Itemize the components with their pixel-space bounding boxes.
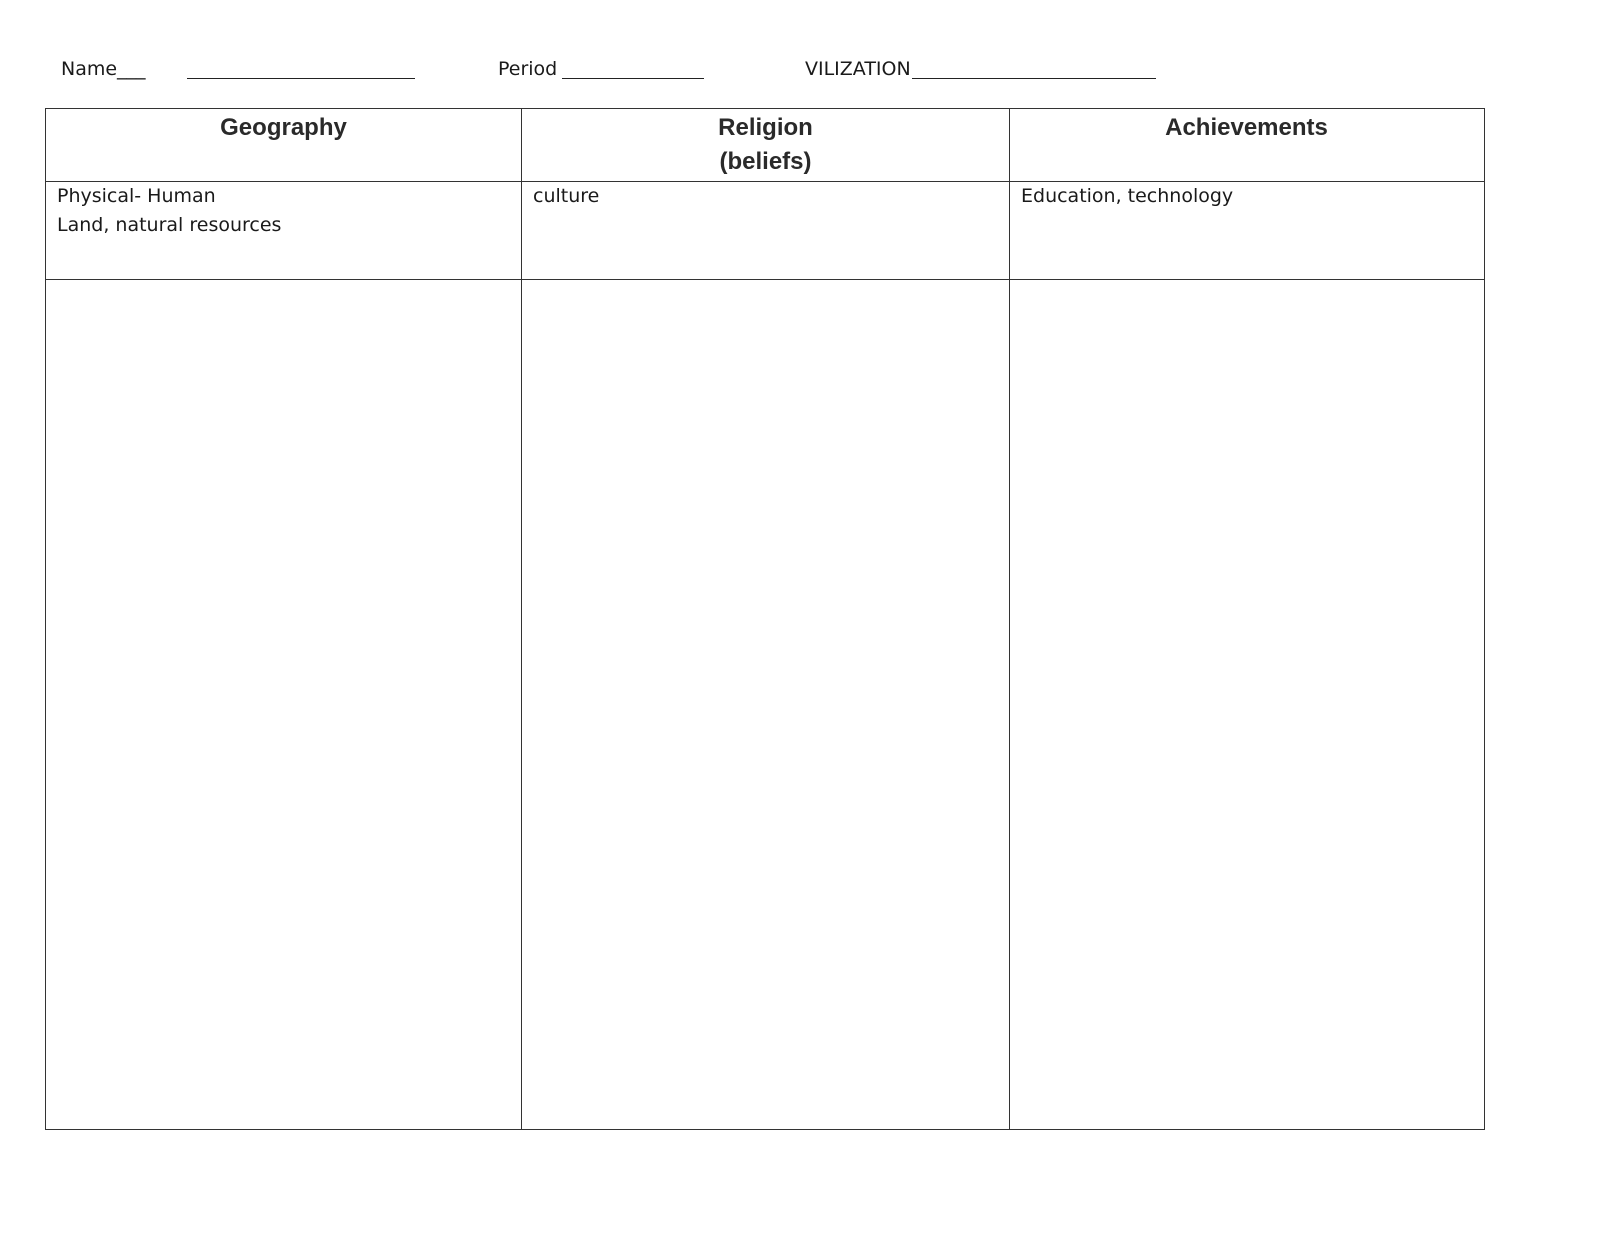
religion-answer-cell xyxy=(522,280,1009,1129)
geography-subtopic-line: Land, natural resources xyxy=(57,214,282,236)
religion-subtopics xyxy=(522,181,1009,279)
civilization-input[interactable] xyxy=(912,56,1158,80)
religion-title: Religion xyxy=(718,114,813,141)
religion-answer-area[interactable] xyxy=(522,280,1009,1129)
religion-header xyxy=(522,109,1009,181)
worksheet-header xyxy=(0,56,1600,86)
religion-subtopic-line: culture xyxy=(533,185,600,207)
geography-header xyxy=(46,109,521,181)
religion-title-sub: (beliefs) xyxy=(719,148,812,175)
civilization-chart-table xyxy=(45,108,1485,1130)
achievements-header xyxy=(1010,109,1483,181)
geography-answer-area[interactable] xyxy=(46,280,521,1129)
achievements-title: Achievements xyxy=(1165,114,1328,141)
achievements-subtopics xyxy=(1010,181,1483,279)
achievements-answer-cell xyxy=(1010,280,1483,1129)
name-label: Name___ xyxy=(61,58,146,80)
achievements-answer-area[interactable] xyxy=(1010,280,1483,1129)
name-input[interactable] xyxy=(187,56,417,80)
civilization-label: VILIZATION xyxy=(805,58,911,80)
achievements-subtopic-line: Education, technology xyxy=(1021,185,1234,207)
period-label: Period xyxy=(498,58,558,80)
geography-title: Geography xyxy=(220,114,347,141)
geography-answer-cell xyxy=(46,280,521,1129)
geography-subtopic-line: Physical- Human xyxy=(57,185,216,207)
geography-subtopics xyxy=(46,181,521,279)
period-input[interactable] xyxy=(562,56,706,80)
